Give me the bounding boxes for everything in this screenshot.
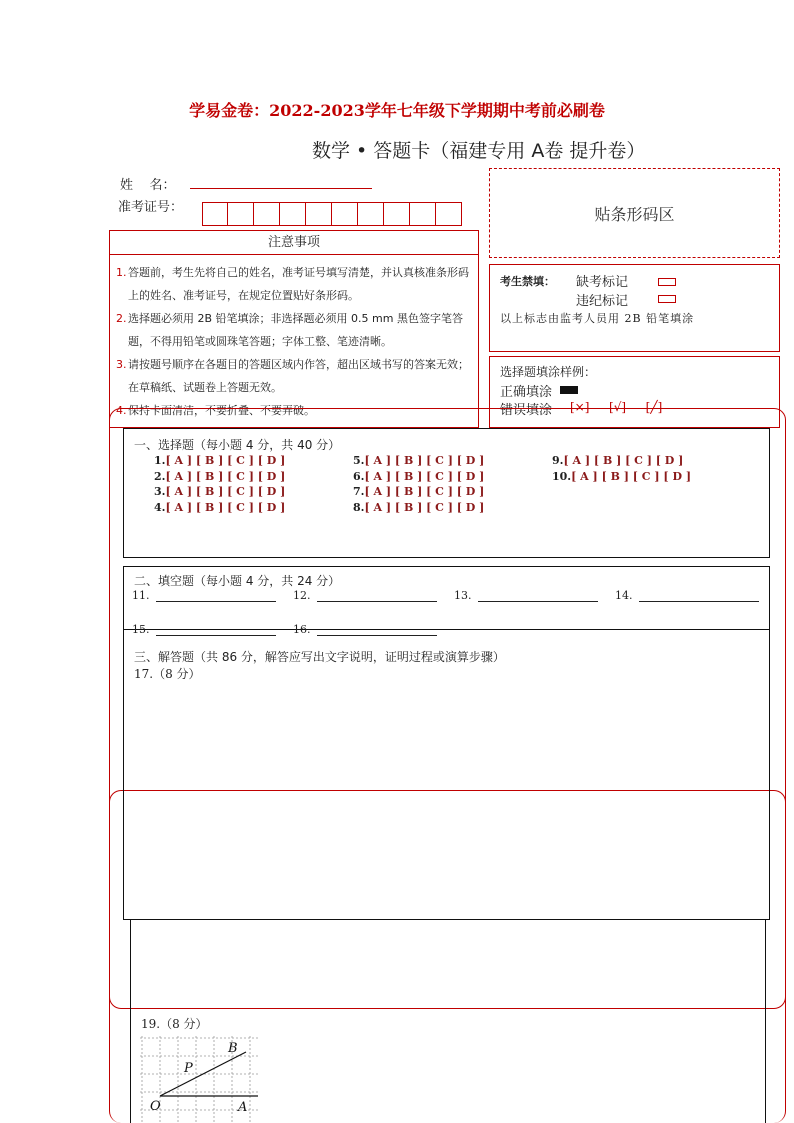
multiple-choice-section	[123, 428, 770, 558]
blank-number: 13.	[454, 589, 472, 602]
blank-line[interactable]	[478, 590, 598, 602]
notice-item-number: 1.	[116, 266, 127, 279]
exam-id-digit-box[interactable]	[436, 202, 462, 226]
blank-number: 15.	[132, 623, 150, 636]
exam-id-digit-box[interactable]	[332, 202, 358, 226]
blank-line[interactable]	[639, 590, 759, 602]
blank-number: 12.	[293, 589, 311, 602]
exam-id-digit-box[interactable]	[202, 202, 228, 226]
exam-id-boxes[interactable]	[202, 202, 462, 226]
exam-id-digit-box[interactable]	[410, 202, 436, 226]
mcq-row[interactable]	[154, 500, 285, 516]
label-p: P	[184, 1061, 193, 1076]
fill-in-section	[123, 566, 770, 636]
wrong-fill-marks: [×] [√] [╱]	[570, 400, 663, 414]
answer-card-subtitle: 数学 • 答题卡（福建专用 A卷 提升卷）	[312, 140, 646, 162]
mcq-row[interactable]	[154, 453, 285, 469]
mcq-options[interactable]: [ A ] [ B ] [ C ] [ D ]	[165, 485, 286, 498]
mcq-options[interactable]: [ A ] [ B ] [ C ] [ D ]	[165, 454, 286, 467]
notice-item-text: 答题前，考生先将自己的姓名，准考证号填写清楚，并认真核准条形码上的姓名、准考证号，在规定位置贴好条形码。	[128, 266, 469, 302]
violation-mark-label: 违纪标记	[576, 294, 629, 309]
mcq-options[interactable]: [ A ] [ B ] [ C ] [ D ]	[364, 485, 485, 498]
notice-title: 注意事项	[110, 231, 478, 255]
forbid-note: 以上标志由监考人员用 2B 铅笔填涂	[500, 312, 695, 325]
notice-item-number: 4.	[116, 404, 127, 417]
exam-id-digit-box[interactable]	[228, 202, 254, 226]
exam-id-digit-box[interactable]	[306, 202, 332, 226]
label-o: O	[150, 1099, 161, 1114]
mcq-options[interactable]: [ A ] [ B ] [ C ] [ D ]	[571, 469, 692, 483]
notice-item-text: 选择题必须用 2B 铅笔填涂；非选择题必须用 0.5 mm 黑色签字笔答题，不得用铅笔或圆珠笔答题；字体工整、笔迹清晰。	[128, 312, 463, 348]
notice-item-text: 保持卡面清洁，不要折叠、不要弄破。	[128, 404, 315, 417]
notice-item	[116, 307, 472, 353]
mcq-row[interactable]	[353, 453, 484, 469]
mcq-options[interactable]: [ A ] [ B ] [ C ] [ D ]	[364, 454, 485, 467]
mcq-number: 8.	[353, 500, 365, 514]
mcq-number: 4.	[154, 500, 166, 514]
exam-id-digit-box[interactable]	[358, 202, 384, 226]
fill-blank[interactable]	[132, 589, 276, 602]
correct-fill-mark	[560, 386, 578, 394]
fill-blank[interactable]	[293, 589, 437, 602]
notice-box	[109, 230, 479, 428]
blank-number: 11.	[132, 589, 150, 602]
name-label: 姓 名：	[120, 178, 176, 193]
mcq-options[interactable]: [ A ] [ B ] [ C ] [ D ]	[165, 500, 286, 514]
name-field[interactable]	[190, 188, 372, 189]
mcq-number: 7.	[353, 485, 365, 498]
absent-mark-box[interactable]	[658, 278, 676, 286]
exam-id-digit-box[interactable]	[280, 202, 306, 226]
mcq-number: 6.	[353, 469, 365, 483]
mcq-number: 5.	[353, 454, 365, 467]
mcq-row[interactable]	[154, 469, 285, 485]
mcq-row[interactable]	[353, 484, 484, 500]
mcq-options[interactable]: [ A ] [ B ] [ C ] [ D ]	[165, 469, 286, 483]
mcq-number: 1.	[154, 454, 166, 467]
notice-item-number: 3.	[116, 358, 127, 371]
blank-line[interactable]	[156, 590, 276, 602]
notice-list	[110, 255, 478, 422]
question-17-label: 17.（8 分）	[134, 667, 201, 681]
label-a: A	[238, 1100, 248, 1115]
mcq-row[interactable]	[353, 469, 484, 485]
blank-line[interactable]	[317, 590, 437, 602]
mcq-row[interactable]	[552, 453, 691, 469]
blank-number: 14.	[615, 589, 633, 602]
question-19-label: 19.（8 分）	[141, 1017, 208, 1031]
wrong-fill-label: 错误填涂	[500, 403, 553, 418]
fill-in-title: 二、填空题（每小题 4 分，共 24 分）	[134, 574, 341, 588]
fill-sample-title: 选择题填涂样例：	[500, 365, 597, 379]
mcq-number: 9.	[552, 454, 564, 467]
mcq-column	[552, 453, 691, 484]
forbid-box	[489, 264, 780, 352]
fill-blank[interactable]	[454, 589, 598, 602]
blank-number: 16.	[293, 623, 311, 636]
notice-item-text: 请按题号顺序在各题目的答题区域内作答，超出区域书写的答案无效；在草稿纸、试题卷上答题无效。	[128, 358, 469, 394]
mcq-row[interactable]	[552, 469, 691, 485]
exam-id-digit-box[interactable]	[384, 202, 410, 226]
fill-blank[interactable]	[615, 589, 759, 602]
notice-item	[116, 353, 472, 399]
mcq-column	[353, 453, 484, 515]
correct-fill-label: 正确填涂	[500, 385, 553, 400]
mcq-options[interactable]: [ A ] [ B ] [ C ] [ D ]	[364, 469, 485, 483]
mcq-options[interactable]: [ A ] [ B ] [ C ] [ D ]	[364, 500, 485, 514]
mcq-number: 3.	[154, 485, 166, 498]
exam-id-label: 准考证号：	[118, 200, 184, 215]
geometry-grid-figure	[140, 1036, 260, 1123]
mcq-row[interactable]	[154, 484, 285, 500]
notice-item-number: 2.	[116, 312, 127, 325]
mcq-row[interactable]	[353, 500, 484, 516]
barcode-area: 贴条形码区	[489, 168, 780, 258]
mcq-number: 10.	[552, 469, 572, 483]
multiple-choice-title: 一、选择题（每小题 4 分，共 40 分）	[134, 438, 341, 452]
mcq-options[interactable]: [ A ] [ B ] [ C ] [ D ]	[563, 454, 684, 467]
exam-id-digit-box[interactable]	[254, 202, 280, 226]
solution-title: 三、解答题（共 86 分，解答应写出文字说明，证明过程或演算步骤）	[134, 650, 505, 664]
label-b: B	[228, 1041, 238, 1056]
mcq-column	[154, 453, 285, 515]
absent-mark-label: 缺考标记	[576, 275, 629, 290]
forbid-label: 考生禁填：	[500, 275, 555, 288]
notice-item	[116, 261, 472, 307]
exam-title: 学易金卷：2022-2023学年七年级下学期期中考前必刷卷	[189, 101, 605, 120]
solution-section	[123, 630, 770, 920]
mcq-number: 2.	[154, 469, 166, 483]
violation-mark-box[interactable]	[658, 295, 676, 303]
